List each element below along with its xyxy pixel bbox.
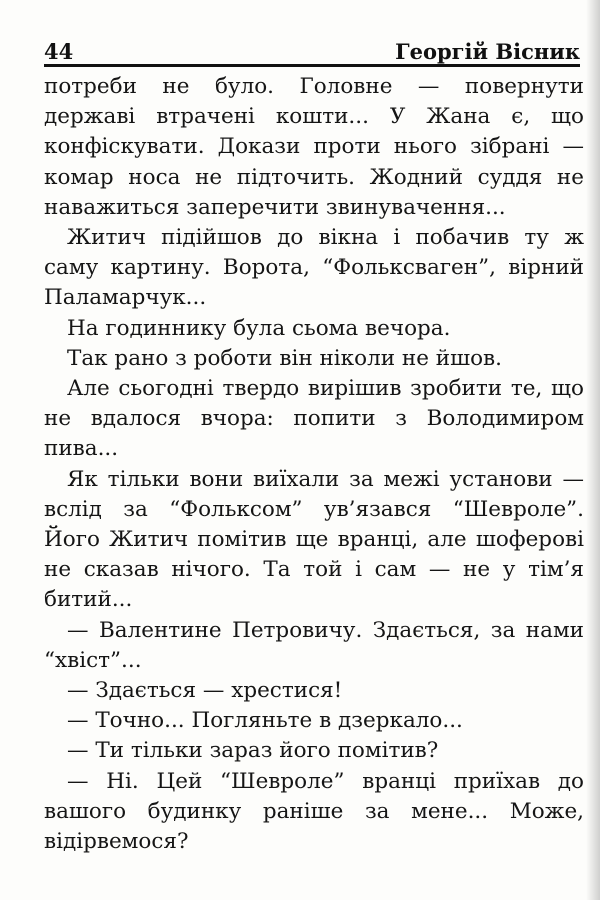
paragraph: Так рано з роботи він ніколи не йшов. [67,345,502,371]
header-rule [44,64,580,67]
dialogue-line: — Ти тільки зараз його помітив? [67,738,439,764]
dialogue-line: — Ні. Цей “Шевроле” вранці приїхав до вашого будинку раніше за мене... Може, відірвемося? [44,768,584,855]
paragraph: потреби не було. Головне — повернути державі втрачені кошти... У Жана є, що конфіскувати. Докази проти нього зібрані — комар носа не підточить. Жодний суддя не наважиться заперечити звинувачення... [44,74,584,220]
dialogue-line: — Здається — хрестися! [67,678,343,704]
dialogue-line: — Валентине Петровичу. Здається, за нами “хвіст”... [44,617,584,673]
paragraph: Як тільки вони виїхали за межі установи — вслід за “Фольксом” ув’язався “Шевроле”. Його Житич помітив ще вранці, але шоферові не сказав нічого. Та той і сам — не у тім’я битий... [44,466,584,613]
page-number: 44 [44,39,74,64]
running-title: Георгій Вісник [395,39,580,64]
page-edge-shadow [586,0,600,900]
dialogue-line: — Точно... Погляньте в дзеркало... [67,708,463,734]
paragraph: Житич підійшов до вікна і побачив ту ж саму картину. Ворота, “Фольксваген”, вірний Паламарчук... [44,225,584,311]
page-body [44,72,584,857]
paragraph: Але сьогодні твердо вирішив зробити те, що не вдалося вчора: попити з Володимиром пива... [44,376,584,462]
page-header [44,30,580,64]
paragraph: На годиннику була сьома вечора. [67,315,451,341]
